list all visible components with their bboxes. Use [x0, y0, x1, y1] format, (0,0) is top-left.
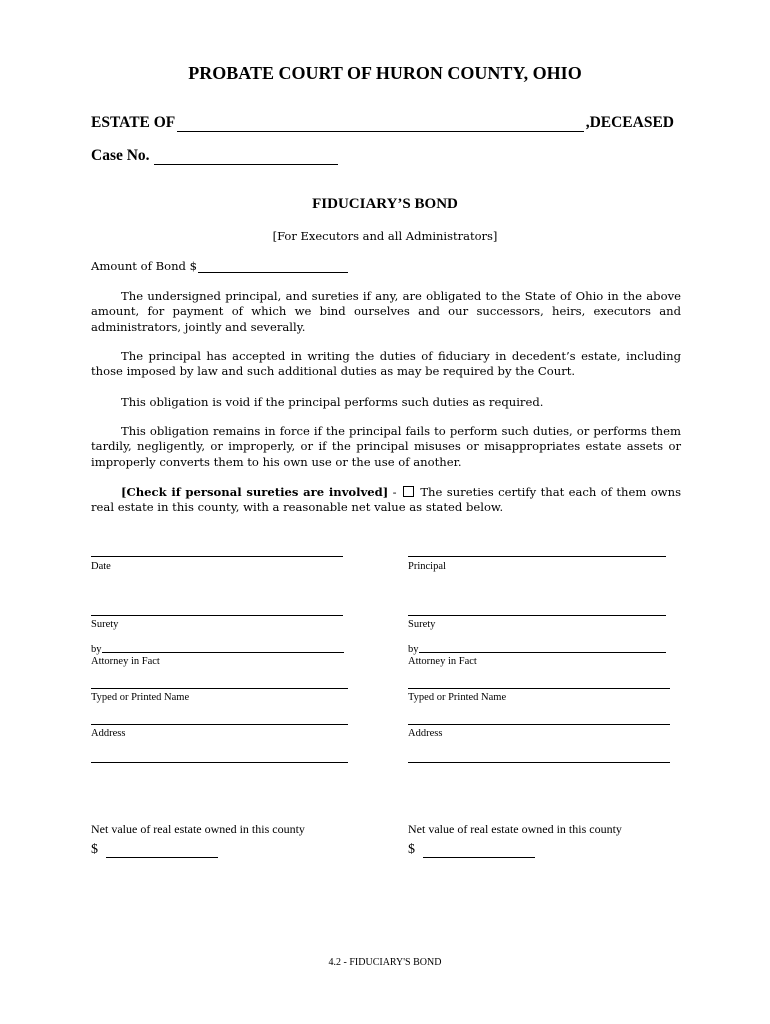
net-value-row-left	[91, 842, 218, 858]
bond-title: FIDUCIARY’S BOND	[312, 196, 458, 212]
surety-label-right: Surety	[408, 619, 436, 630]
typed-name-label-right: Typed or Printed Name	[408, 692, 507, 703]
address-field-line2-left[interactable]	[91, 762, 348, 763]
typed-name-field-left[interactable]	[91, 688, 348, 689]
dollar-sign-left: $	[91, 842, 98, 857]
address-field-left[interactable]	[91, 724, 348, 725]
date-label: Date	[91, 561, 111, 572]
page-footer: 4.2 - FIDUCIARY'S BOND	[328, 957, 442, 968]
sureties-checkbox[interactable]	[403, 486, 414, 497]
estate-of-row	[91, 114, 674, 132]
amount-of-bond-label: Amount of Bond $	[91, 259, 198, 273]
typed-name-label-left: Typed or Printed Name	[91, 692, 190, 703]
principal-label: Principal	[408, 561, 446, 572]
by-label-right: by	[408, 644, 419, 655]
surety-signature-field-right[interactable]	[408, 615, 666, 616]
net-value-row-right	[408, 842, 535, 858]
net-value-field-right[interactable]	[423, 845, 535, 858]
court-title: PROBATE COURT OF HURON COUNTY, OHIO	[188, 63, 582, 83]
typed-name-field-right[interactable]	[408, 688, 670, 689]
by-label-left: by	[91, 644, 102, 655]
sureties-paragraph	[91, 485, 681, 516]
surety-signature-field-left[interactable]	[91, 615, 343, 616]
address-field-right[interactable]	[408, 724, 670, 725]
address-label-right: Address	[408, 728, 443, 739]
date-field[interactable]	[91, 556, 343, 557]
net-value-field-left[interactable]	[106, 845, 218, 858]
paragraph-duties: The principal has accepted in writing the duties of fiduciary in decedent’s estate, including those imposed by law and such additional duties as may be required by the Court.	[91, 349, 681, 379]
case-number-field[interactable]	[154, 148, 338, 165]
estate-of-label: ESTATE OF	[91, 114, 176, 131]
paragraph-obligation: The undersigned principal, and sureties if any, are obligated to the State of Ohio in the above amount, for payment of which we bind ourselves and our successors, heirs, executors and administrators, jointly and severally.	[91, 289, 681, 334]
paragraph-in-force: This obligation remains in force if the principal fails to perform such duties, or performs them tardily, negligently, or improperly, or if the principal misuses or misappropriates estate assets or improperly converts them to his own use or the use of another.	[91, 424, 681, 469]
attorney-in-fact-label-right: Attorney in Fact	[408, 656, 477, 667]
net-value-label-left: Net value of real estate owned in this county	[91, 822, 305, 836]
surety-label-left: Surety	[91, 619, 119, 630]
sureties-check-label: [Check if personal sureties are involved]	[121, 485, 389, 499]
amount-of-bond-field[interactable]	[198, 260, 348, 273]
sureties-text: The sureties certify that each of them owns real estate in this county, with a reasonable net value as stated below.	[91, 485, 682, 515]
attorney-in-fact-label-left: Attorney in Fact	[91, 656, 160, 667]
by-field-left[interactable]	[102, 652, 344, 653]
case-number-row	[91, 147, 338, 165]
bond-subtitle: [For Executors and all Administrators]	[272, 229, 498, 243]
address-field-line2-right[interactable]	[408, 762, 670, 763]
case-number-label: Case No.	[91, 147, 150, 164]
paragraph-void: This obligation is void if the principal performs such duties as required.	[121, 395, 544, 409]
principal-signature-field[interactable]	[408, 556, 666, 557]
net-value-label-right: Net value of real estate owned in this county	[408, 822, 622, 836]
by-field-right[interactable]	[419, 652, 666, 653]
sureties-dash: -	[392, 485, 397, 499]
estate-name-field[interactable]	[177, 115, 583, 132]
deceased-label: ,DECEASED	[585, 114, 674, 131]
amount-of-bond-row	[91, 259, 348, 273]
address-label-left: Address	[91, 728, 126, 739]
dollar-sign-right: $	[408, 842, 415, 857]
